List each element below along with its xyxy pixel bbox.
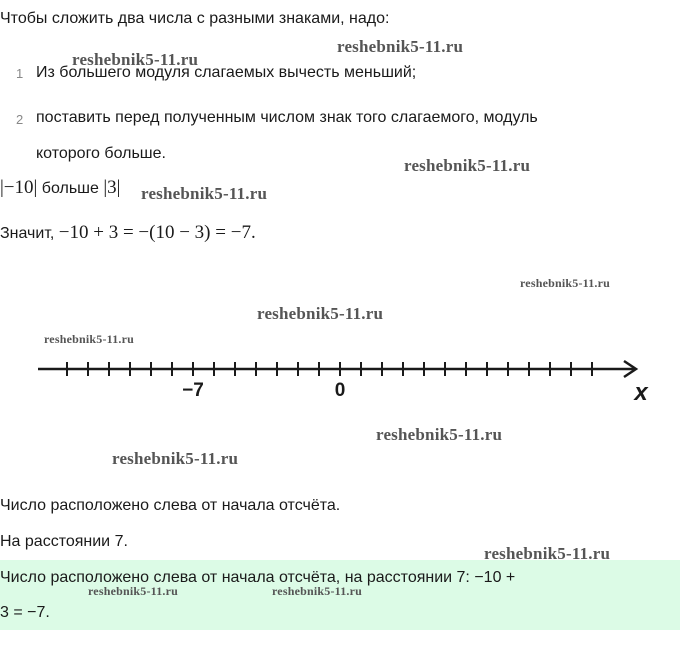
watermark: reshebnik5-11.ru — [404, 156, 531, 175]
fact-left-of-origin: Число расположено слева от начала отсчёта. — [0, 497, 341, 514]
watermark: reshebnik5-11.ru — [257, 304, 384, 323]
answer-line-2: 3 = −7. — [0, 604, 50, 621]
modulus-comparison — [0, 177, 120, 200]
watermark: reshebnik5-11.ru — [88, 584, 178, 598]
step-number-2: 2 — [16, 112, 24, 127]
fact-distance: На расстоянии 7. — [0, 533, 128, 550]
watermark: reshebnik5-11.ru — [520, 276, 610, 290]
mark-label-zero: 0 — [334, 380, 346, 401]
calculation-prefix: Значит, — [0, 225, 55, 242]
watermark: reshebnik5-11.ru — [72, 50, 199, 69]
step-text-1: Из большего модуля слагаемых вычесть меньший; — [36, 64, 417, 81]
rule-intro: Чтобы сложить два числа с разными знаками, надо: — [0, 10, 390, 27]
comparison-word: больше — [41, 180, 99, 197]
step-number-1: 1 — [16, 66, 24, 81]
watermark: reshebnik5-11.ru — [484, 544, 611, 563]
number-line-axis — [38, 361, 636, 377]
watermark: reshebnik5-11.ru — [272, 584, 362, 598]
watermark: reshebnik5-11.ru — [337, 37, 464, 56]
watermark: reshebnik5-11.ru — [44, 332, 134, 346]
watermark: reshebnik5-11.ru — [112, 449, 239, 468]
modulus-right: |3| — [103, 177, 121, 198]
calculation-expression: −10 + 3 = −(10 − 3) = −7. — [58, 222, 256, 243]
number-line — [0, 352, 680, 412]
step-text-2: поставить перед полученным числом знак того слагаемого, модуль — [36, 109, 538, 126]
axis-label-x: x — [634, 379, 648, 406]
watermark: reshebnik5-11.ru — [141, 184, 268, 203]
answer-line-1: Число расположено слева от начала отсчёта, на расстоянии 7: −10 + — [0, 569, 516, 586]
watermark: reshebnik5-11.ru — [376, 425, 503, 444]
modulus-left: |−10| — [0, 177, 38, 198]
step-text-2-continued: которого больше. — [36, 145, 166, 162]
calculation — [0, 222, 256, 245]
mark-label-neg7: −7 — [182, 380, 204, 401]
